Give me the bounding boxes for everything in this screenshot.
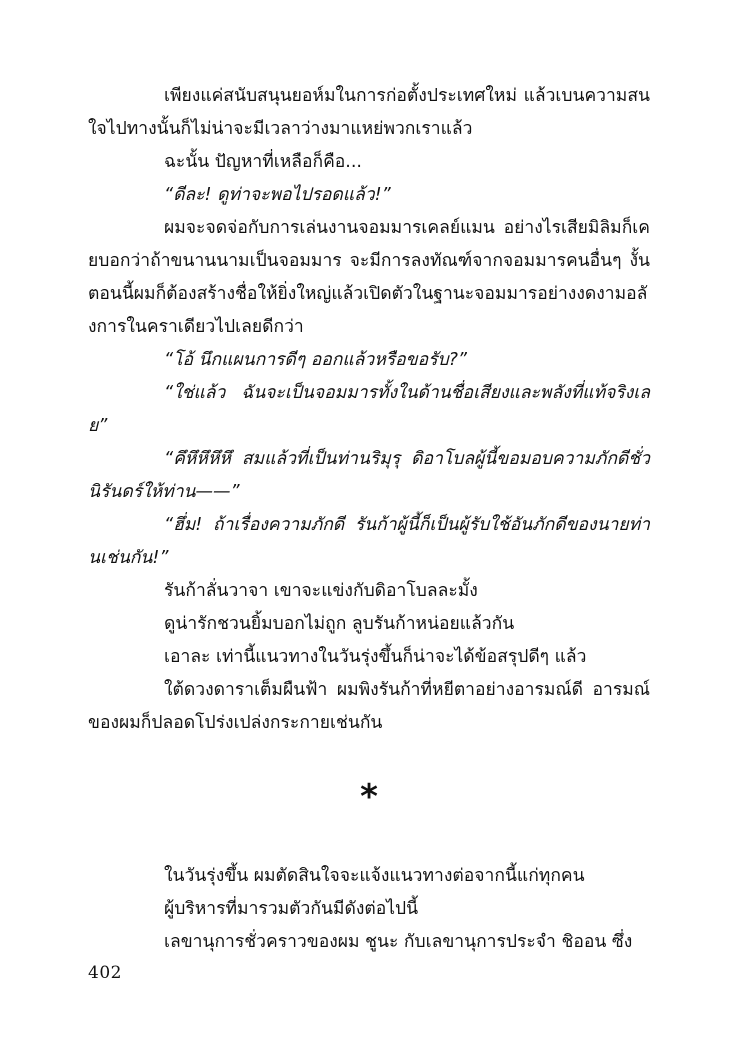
dialogue-paragraph: “โอ้ นึกแผนการดีๆ ออกแล้วหรือขอรับ?” [164, 350, 467, 370]
dialogue-paragraph: “ใช่แล้ว ฉันจะเป็นจอมมารทั้งในด้านชื่อเสียงและพลังที่แท้จริงเลย” [88, 383, 650, 436]
text-block-bottom [88, 860, 650, 959]
narration-paragraph: ดูน่ารักชวนยิ้มบอกไม่ถูก ลูบรันก้าหน่อยแล้วกัน [164, 614, 515, 634]
page-number: 402 [88, 963, 122, 983]
book-page [88, 80, 650, 980]
dialogue-paragraph: “ฮึ่ม! ถ้าเรื่องความภักดี รันก้าผู้นี้ก็เป็นผู้รับใช้อันภักดีของนายท่านเช่นกัน!” [88, 515, 650, 568]
narration-paragraph: เลขานุการชั่วคราวของผม ชูนะ กับเลขานุการประจำ ชิออน ซึ่ง [164, 932, 633, 952]
narration-paragraph: ผมจะจดจ่อกับการเล่นงานจอมมารเคลย์แมน อย่างไรเสียมิลิมก็เคยบอกว่าถ้าขนานนามเป็นจอมมาร จะมีการลงทัณฑ์จากจอมมารคนอื่นๆ งั้นตอนนี้ผมก็ต้องสร้างชื่อให้ยิ่งใหญ่แล้วเปิดตัวในฐานะจอมมารอย่างงดงามอลังการในคราเดียวไปเลยดีกว่า [88, 218, 650, 337]
text-block-top [88, 80, 650, 740]
scene-break-asterisk: * [360, 777, 378, 817]
narration-paragraph: ใต้ดวงดาราเต็มผืนฟ้า ผมพิงรันก้าที่หยีตาอย่างอารมณ์ดี อารมณ์ของผมก็ปลอดโปร่งเปล่งกระกายเช่นกัน [88, 680, 650, 733]
dialogue-paragraph: “ดีละ! ดูท่าจะพอไปรอดแล้ว!” [164, 185, 391, 205]
narration-paragraph: เพียงแค่สนับสนุนยอห์มในการก่อตั้งประเทศใหม่ แล้วเบนความสนใจไปทางนั้นก็ไม่น่าจะมีเวลาว่างมาแหย่พวกเราแล้ว [88, 86, 650, 139]
narration-paragraph: เอาละ เท่านี้แนวทางในวันรุ่งขึ้นก็น่าจะได้ข้อสรุปดีๆ แล้ว [164, 647, 587, 667]
narration-paragraph: ผู้บริหารที่มารวมตัวกันมีดังต่อไปนี้ [164, 899, 419, 919]
dialogue-paragraph: “คึหึหึหึหึ สมแล้วที่เป็นท่านริมุรุ ดิอาโบลผู้นี้ขอมอบความภักดีชั่วนิรันดร์ให้ท่าน——” [88, 449, 650, 502]
narration-paragraph: ฉะนั้น ปัญหาที่เหลือก็คือ... [164, 152, 362, 172]
narration-paragraph: ในวันรุ่งขึ้น ผมตัดสินใจจะแจ้งแนวทางต่อจากนี้แก่ทุกคน [164, 866, 585, 886]
narration-paragraph: รันก้าลั่นวาจา เขาจะแข่งกับดิอาโบลละมั้ง [164, 581, 478, 601]
